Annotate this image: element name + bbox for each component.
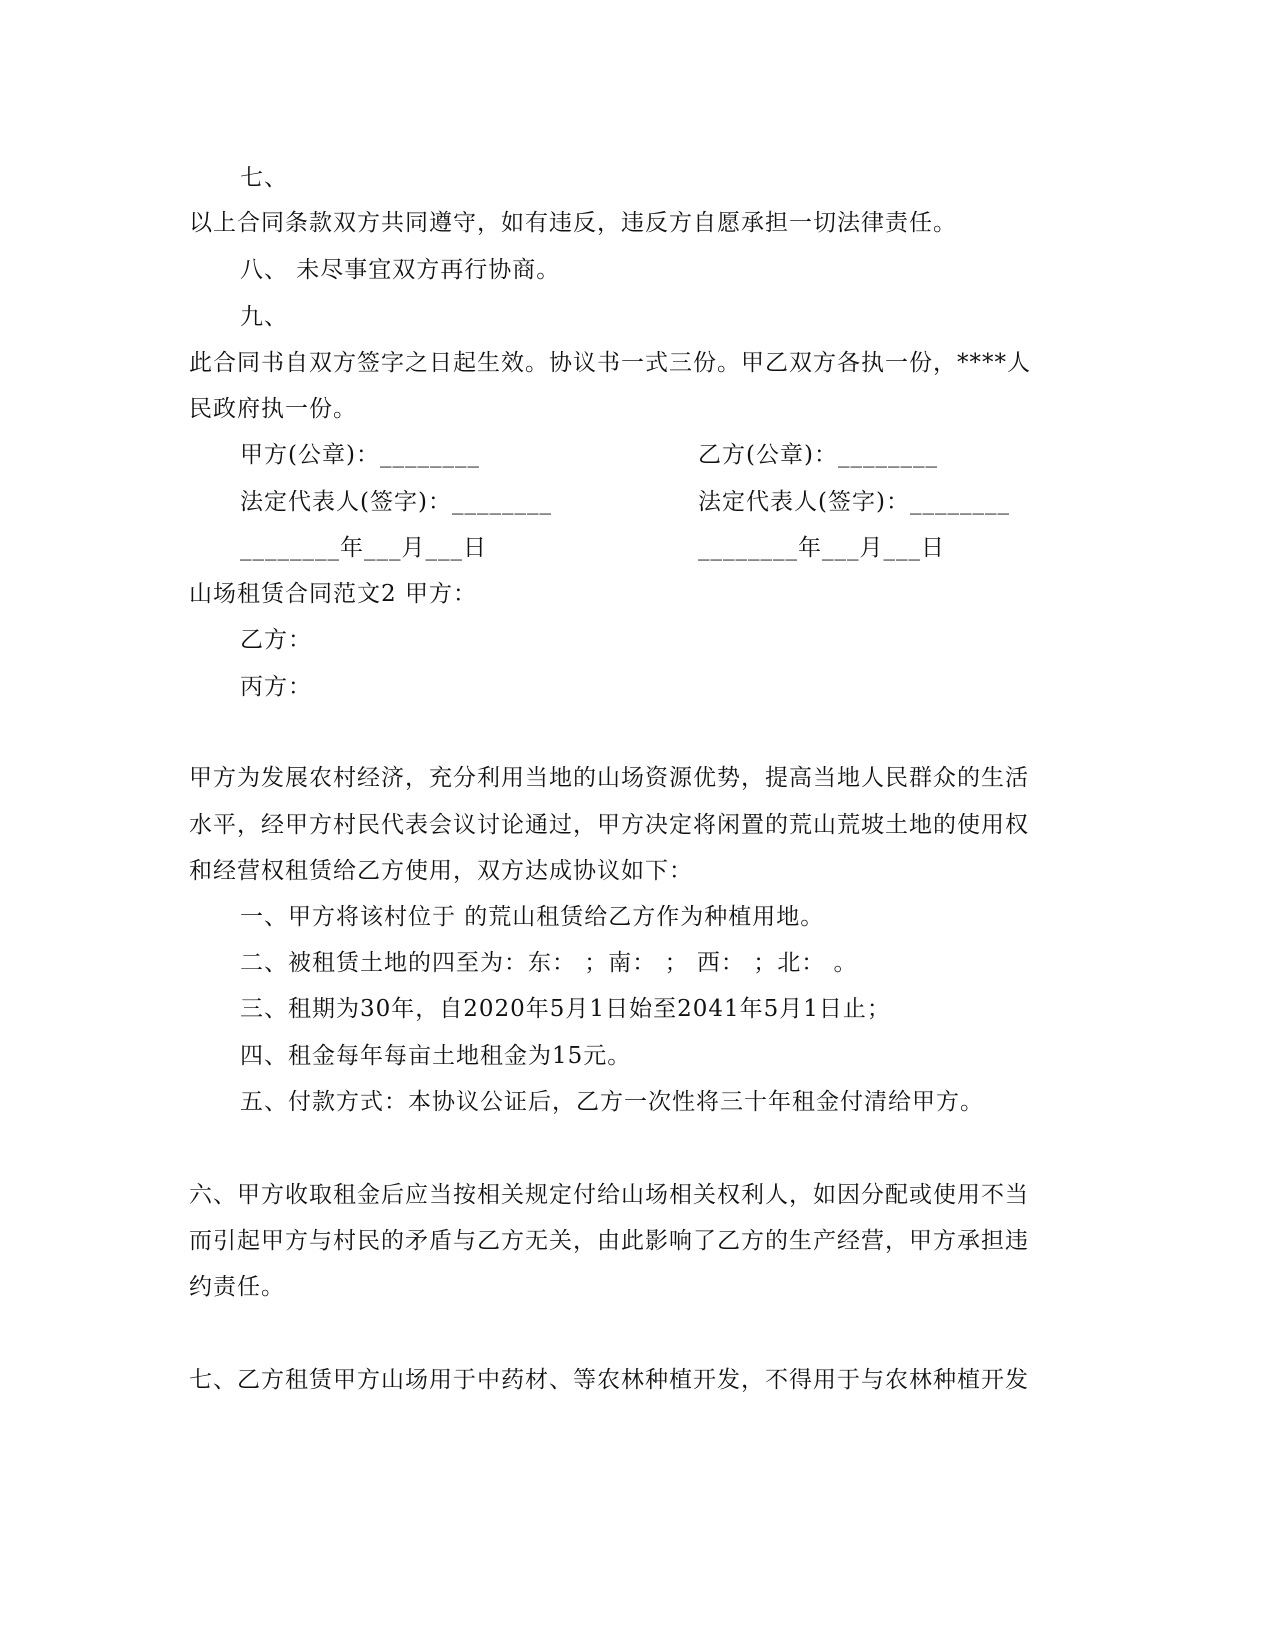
clause-9-text-line-2: 民政府执一份。 bbox=[189, 396, 357, 422]
party-b-date: ________年___月___日 bbox=[698, 535, 945, 561]
party-b-label: 乙方： bbox=[240, 627, 312, 653]
article-2: 二、被租赁土地的四至为：东： ；南： ； 西： ；北： 。 bbox=[240, 950, 858, 976]
article-6-line-1: 六、甲方收取租金后应当按相关规定付给山场相关权利人，如因分配或使用不当 bbox=[189, 1182, 1029, 1208]
party-c-label: 丙方： bbox=[240, 674, 312, 700]
preamble-line-2: 水平，经甲方村民代表会议讨论通过，甲方决定将闲置的荒山荒坡土地的使用权 bbox=[189, 812, 1029, 838]
preamble-line-3: 和经营权租赁给乙方使用，双方达成协议如下： bbox=[189, 858, 693, 884]
contract-2-title: 山场租赁合同范文2 甲方： bbox=[189, 581, 477, 607]
party-a-seal: 甲方(公章)：________ bbox=[240, 442, 480, 468]
clause-9-heading: 九、 bbox=[240, 304, 288, 330]
article-5: 五、付款方式：本协议公证后，乙方一次性将三十年租金付清给甲方。 bbox=[240, 1089, 984, 1115]
article-6-line-3: 约责任。 bbox=[189, 1274, 285, 1300]
clause-7-heading: 七、 bbox=[240, 165, 288, 191]
preamble-line-1: 甲方为发展农村经济，充分利用当地的山场资源优势，提高当地人民群众的生活 bbox=[189, 765, 1029, 791]
party-a-representative: 法定代表人(签字)：________ bbox=[240, 489, 552, 515]
article-3: 三、租期为30年，自2020年5月1日始至2041年5月1日止； bbox=[240, 996, 891, 1022]
article-6-line-2: 而引起甲方与村民的矛盾与乙方无关，由此影响了乙方的生产经营，甲方承担违 bbox=[189, 1228, 1029, 1254]
clause-8: 八、 未尽事宜双方再行协商。 bbox=[240, 257, 561, 283]
party-a-date: ________年___月___日 bbox=[240, 535, 487, 561]
article-1: 一、甲方将该村位于 的荒山租赁给乙方作为种植用地。 bbox=[240, 904, 825, 930]
party-b-seal: 乙方(公章)：________ bbox=[698, 442, 938, 468]
party-b-representative: 法定代表人(签字)：________ bbox=[698, 489, 1010, 515]
article-7-line-1: 七、乙方租赁甲方山场用于中药材、等农林种植开发，不得用于与农林种植开发 bbox=[189, 1367, 1029, 1393]
article-4: 四、租金每年每亩土地租金为15元。 bbox=[240, 1043, 632, 1069]
clause-9-text-line-1: 此合同书自双方签字之日起生效。协议书一式三份。甲乙双方各执一份，****人 bbox=[189, 350, 1031, 376]
clause-7-text: 以上合同条款双方共同遵守，如有违反，违反方自愿承担一切法律责任。 bbox=[189, 210, 957, 236]
